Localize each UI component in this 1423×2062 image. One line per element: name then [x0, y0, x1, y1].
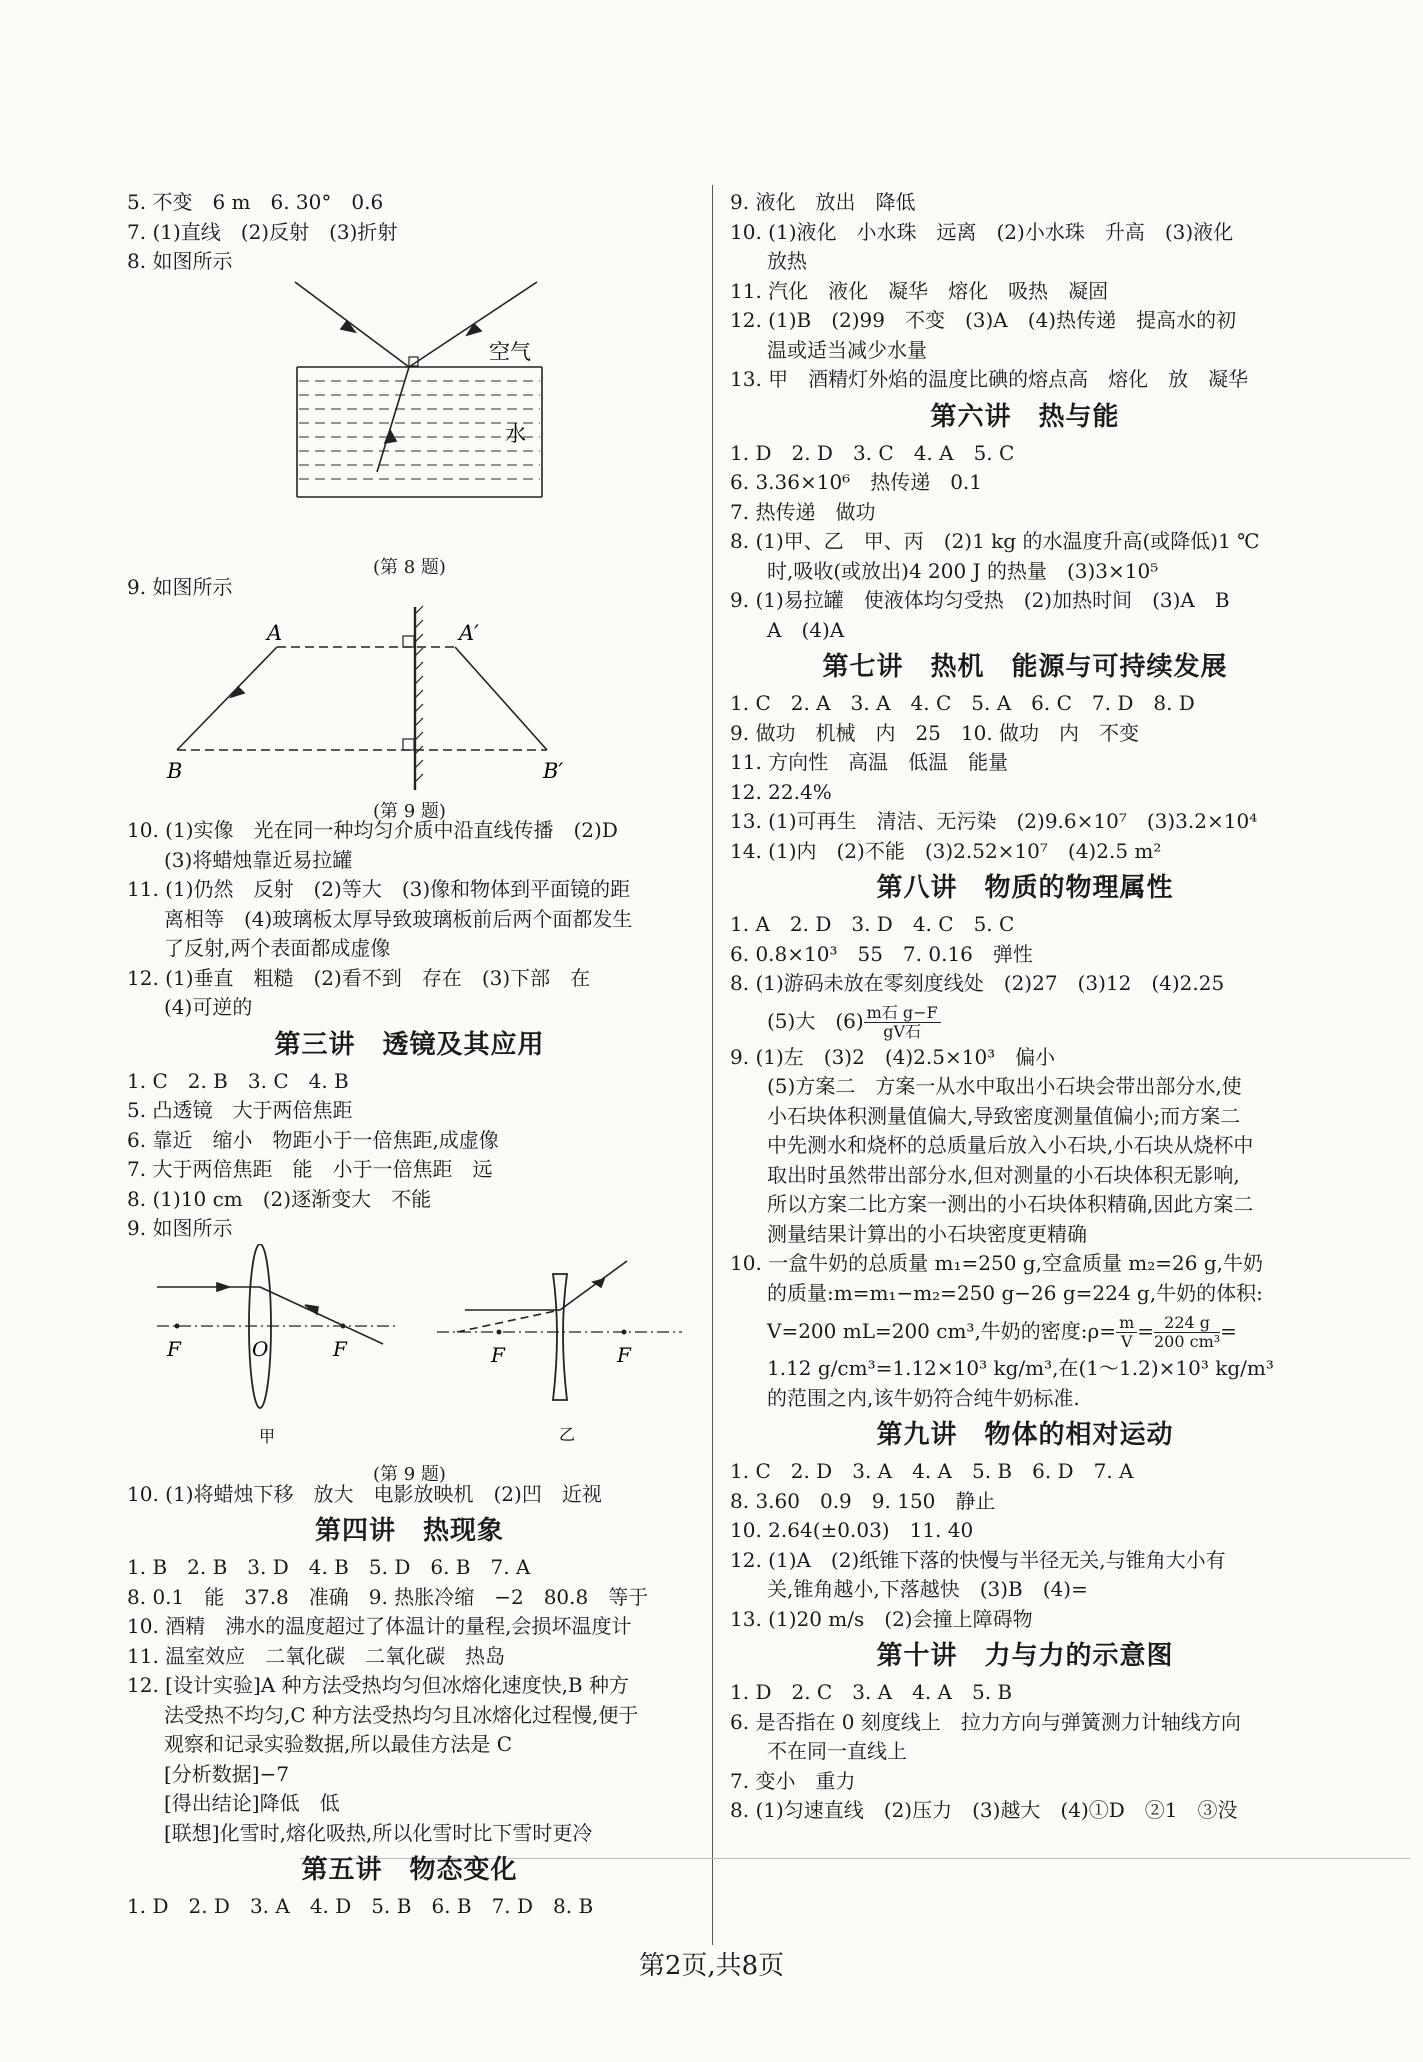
fraction-prefix: (5)大 (6)	[767, 1008, 864, 1033]
point-a-image: A′	[459, 621, 479, 645]
answer-line: 1.12 g/cm³=1.12×10³ kg/m³,在(1～1.2)×10³ kg/m³	[767, 1356, 1274, 1380]
answer-line: 9. 液化 放出 降低	[730, 190, 916, 214]
focus-label: F	[167, 1336, 181, 1361]
page-number-footer: 第2页,共8页	[638, 1951, 785, 1981]
answer-line: 9. 做功 机械 内 25 10. 做功 内 不变	[730, 720, 1140, 745]
answer-line: 11. 温室效应 二氧化碳 二氧化碳 热岛	[127, 1643, 506, 1668]
answer-line: 1. D 2. D 3. C 4. A 5. C	[730, 440, 1015, 465]
answer-line: 12. (1)垂直 粗糙 (2)看不到 存在 (3)下部 在	[127, 965, 591, 990]
density-fraction	[864, 1004, 941, 1041]
section-heading: 第九讲 物体的相对运动	[876, 1420, 1174, 1450]
plane-mirror-diagram	[127, 602, 692, 790]
answer-line: 温或适当减少水量	[767, 337, 927, 362]
answer-line: 10. (1)将蜡烛下移 放大 电影放映机 (2)凹 近视	[127, 1481, 602, 1506]
left-column	[127, 188, 692, 1922]
concave-lens	[553, 1274, 567, 1400]
fraction-numerator: m	[1116, 1314, 1137, 1333]
answer-line: 7. 热传递 做功	[730, 499, 876, 524]
equals-sign: =	[1220, 1319, 1237, 1343]
answer-line: 10. 酒精 沸水的温度超过了体温计的量程,会损坏温度计	[127, 1614, 632, 1638]
answer-line: [联想]化雪时,熔化吸热,所以化雪时比下雪时更冷	[164, 1820, 593, 1845]
density-fraction-mv	[1116, 1314, 1137, 1351]
answer-line: 8. (1)匀速直线 (2)压力 (3)越大 (4)①D ②1 ③没	[730, 1798, 1238, 1822]
section-heading: 第四讲 热现象	[314, 1516, 504, 1546]
answer-line: 11. 汽化 液化 凝华 熔化 吸热 凝固	[730, 278, 1109, 303]
answer-line: 1. D 2. D 3. A 4. D 5. B 6. B 7. D 8. B	[127, 1894, 594, 1918]
answer-line: 关,锥角越小,下落越快 (3)B (4)=	[767, 1577, 1088, 1601]
answer-line: 11. 方向性 高温 低温 能量	[730, 750, 1009, 774]
answer-line: 5. 凸透镜 大于两倍焦距	[127, 1098, 353, 1122]
refraction-diagram	[127, 277, 692, 547]
point-a: A	[267, 621, 283, 645]
answer-line: 取出时虽然带出部分水,但对测量的小石块体积无影响,	[767, 1162, 1240, 1187]
answer-line: 8. (1)游码未放在零刻度线处 (2)27 (3)12 (4)2.25	[730, 971, 1225, 995]
lens-diagram	[127, 1244, 692, 1454]
answer-line: 1. C 2. B 3. C 4. B	[127, 1068, 349, 1093]
answer-line-fraction	[730, 999, 1320, 1043]
answer-line: 所以方案二比方案一测出的小石块体积精确,因此方案二	[767, 1192, 1254, 1216]
answer-line: 中先测水和烧杯的总质量后放入小石块,小石块从烧杯中	[767, 1133, 1254, 1157]
answer-line-equation	[730, 1308, 1320, 1354]
right-column	[730, 188, 1320, 1826]
center-label: O	[252, 1336, 269, 1361]
answer-line: 离相等 (4)玻璃板太厚导致玻璃板前后两个面都发生	[164, 906, 633, 931]
diagram-yi: 乙	[559, 1424, 576, 1444]
fraction-denominator: 200 cm³	[1154, 1332, 1221, 1351]
fraction-numerator: m石 g−F	[864, 1004, 941, 1023]
answer-line: A (4)A	[767, 617, 845, 642]
section-heading: 第五讲 物态变化	[301, 1855, 518, 1885]
refracted-ray	[377, 367, 409, 472]
equation-prefix: V=200 mL=200 cm³,牛奶的密度:ρ=	[767, 1319, 1117, 1343]
answer-line: 13. (1)可再生 清洁、无污染 (2)9.6×10⁷ (3)3.2×10⁴	[730, 809, 1258, 833]
answer-line: 10. 2.64(±0.03) 11. 40	[730, 1518, 974, 1542]
answer-line: 5. 不变 6 m 6. 30° 0.6	[127, 190, 384, 214]
answer-line: 观察和记录实验数据,所以最佳方法是 C	[164, 1732, 513, 1756]
answer-line: 7. 变小 重力	[730, 1768, 856, 1793]
answer-line: 1. C 2. A 3. A 4. C 5. A 6. C 7. D 8. D	[730, 691, 1195, 715]
answer-line: 11. (1)仍然 反射 (2)等大 (3)像和物体到平面镜的距	[127, 877, 631, 901]
answer-line: 1. B 2. B 3. D 4. B 5. D 6. B 7. A	[127, 1555, 531, 1579]
focus-label: F	[491, 1342, 505, 1367]
answer-line: 9. 如图所示	[127, 574, 233, 599]
answer-line: 12. [设计实验]A 种方法受热均匀但冰熔化速度快,B 种方	[127, 1673, 629, 1697]
answer-line: 测量结果计算出的小石块密度更精确	[767, 1221, 1087, 1246]
answer-line: [分析数据]−7	[164, 1761, 290, 1786]
answer-line: 1. C 2. D 3. A 4. A 5. B 6. D 7. A	[730, 1459, 1134, 1483]
point-b-image: B′	[543, 759, 564, 783]
answer-line: 6. 是否指在 0 刻度线上 拉力方向与弹簧测力计轴线方向	[730, 1709, 1241, 1734]
answer-line: 9. (1)易拉罐 使液体均匀受热 (2)加热时间 (3)A B	[730, 588, 1230, 612]
focus-label: F	[617, 1342, 631, 1367]
water-label: 水	[505, 421, 526, 446]
section-heading: 第六讲 热与能	[930, 401, 1120, 432]
figure-caption: (第 8 题)	[373, 557, 446, 578]
answer-line: 1. A 2. D 3. D 4. C 5. C	[730, 912, 1015, 936]
figure-caption: (第 9 题)	[373, 1464, 446, 1485]
focus-label: F	[333, 1336, 347, 1361]
answer-line: 6. 0.8×10³ 55 7. 0.16 弹性	[730, 941, 1033, 966]
answer-line: 1. D 2. C 3. A 4. A 5. B	[730, 1680, 1013, 1704]
reflected-ray	[295, 282, 409, 367]
answer-line: 时,吸收(或放出)4 200 J 的热量 (3)3×10⁵	[767, 558, 1159, 583]
figure-9-lenses	[127, 1244, 692, 1485]
answer-line: 6. 靠近 缩小 物距小于一倍焦距,成虚像	[127, 1127, 499, 1152]
answer-line: 7. 大于两倍焦距 能 小于一倍焦距 远	[127, 1157, 493, 1181]
answer-line: 10. (1)实像 光在同一种均匀介质中沿直线传播 (2)D	[127, 818, 618, 842]
answer-line: 的质量:m=m₁−m₂=250 g−26 g=224 g,牛奶的体积:	[767, 1280, 1263, 1305]
answer-line: (3)将蜡烛靠近易拉罐	[164, 847, 353, 872]
answer-line: 10. (1)液化 小水珠 远离 (2)小水珠 升高 (3)液化	[730, 219, 1234, 244]
answer-line: 10. 一盒牛奶的总质量 m₁=250 g,空盒质量 m₂=26 g,牛奶	[730, 1251, 1264, 1275]
section-heading: 第八讲 物质的物理属性	[876, 873, 1174, 903]
answer-line: 法受热不均匀,C 种方法受热均匀且冰熔化过程慢,便于	[164, 1702, 639, 1727]
column-divider	[712, 185, 713, 1945]
answer-line: 8. 3.60 0.9 9. 150 静止	[730, 1488, 996, 1513]
section-heading: 第七讲 热机 能源与可持续发展	[822, 652, 1228, 682]
answer-line: 9. (1)左 (3)2 (4)2.5×10³ 偏小	[730, 1044, 1056, 1069]
answer-line: 7. (1)直线 (2)反射 (3)折射	[127, 219, 398, 244]
figure-caption: (第 9 题)	[373, 800, 446, 822]
answer-line: 9. 如图所示	[127, 1216, 233, 1240]
answer-line: 不在同一直线上	[767, 1739, 907, 1763]
section-heading: 第三讲 透镜及其应用	[274, 1029, 545, 1060]
answer-line: 8. (1)甲、乙 甲、丙 (2)1 kg 的水温度升高(或降低)1 ℃	[730, 529, 1260, 553]
answer-line: 的范围之内,该牛奶符合纯牛奶标准.	[767, 1385, 1080, 1410]
fraction-numerator: 224 g	[1154, 1314, 1220, 1333]
answer-line: 8. (1)10 cm (2)逐渐变大 不能	[127, 1186, 432, 1211]
answer-line: [得出结论]降低 低	[164, 1791, 340, 1815]
equals-sign: =	[1137, 1319, 1154, 1343]
answer-line: 放热	[767, 249, 807, 273]
fraction-denominator: V	[1120, 1332, 1133, 1351]
answer-line: 8. 如图所示	[127, 249, 233, 273]
answer-line: 8. 0.1 能 37.8 准确 9. 热胀冷缩 −2 80.8 等于	[127, 1584, 649, 1609]
air-label: 空气	[489, 339, 531, 364]
answer-line: (5)方案二 方案一从水中取出小石块会带出部分水,使	[767, 1074, 1242, 1098]
answer-line: 6. 3.36×10⁶ 热传递 0.1	[730, 470, 983, 494]
answer-line: 12. 22.4%	[730, 779, 832, 804]
figure-8-refraction	[127, 277, 692, 578]
answer-line: 12. (1)B (2)99 不变 (3)A (4)热传递 提高水的初	[730, 308, 1237, 332]
answer-line: (4)可逆的	[164, 995, 253, 1019]
answer-line: 13. (1)20 m/s (2)会撞上障碍物	[730, 1606, 1033, 1631]
answer-line: 12. (1)A (2)纸锥下落的快慢与半径无关,与锥角大小有	[730, 1547, 1226, 1572]
section-heading: 第十讲 力与力的示意图	[876, 1641, 1174, 1671]
answer-line: 14. (1)内 (2)不能 (3)2.52×10⁷ (4)2.5 m²	[730, 838, 1162, 863]
density-fraction-values	[1154, 1314, 1220, 1351]
figure-9-mirror	[127, 602, 692, 822]
answer-line: 了反射,两个表面都成虚像	[164, 936, 391, 960]
answer-line: 小石块体积测量值偏大,导致密度测量值偏小;而方案二	[767, 1103, 1241, 1128]
diagram-jia: 甲	[259, 1426, 276, 1446]
point-b: B	[167, 759, 183, 783]
answer-line: 13. 甲 酒精灯外焰的温度比碘的熔点高 熔化 放 凝华	[730, 367, 1249, 391]
fraction-denominator: gV石	[883, 1021, 922, 1041]
